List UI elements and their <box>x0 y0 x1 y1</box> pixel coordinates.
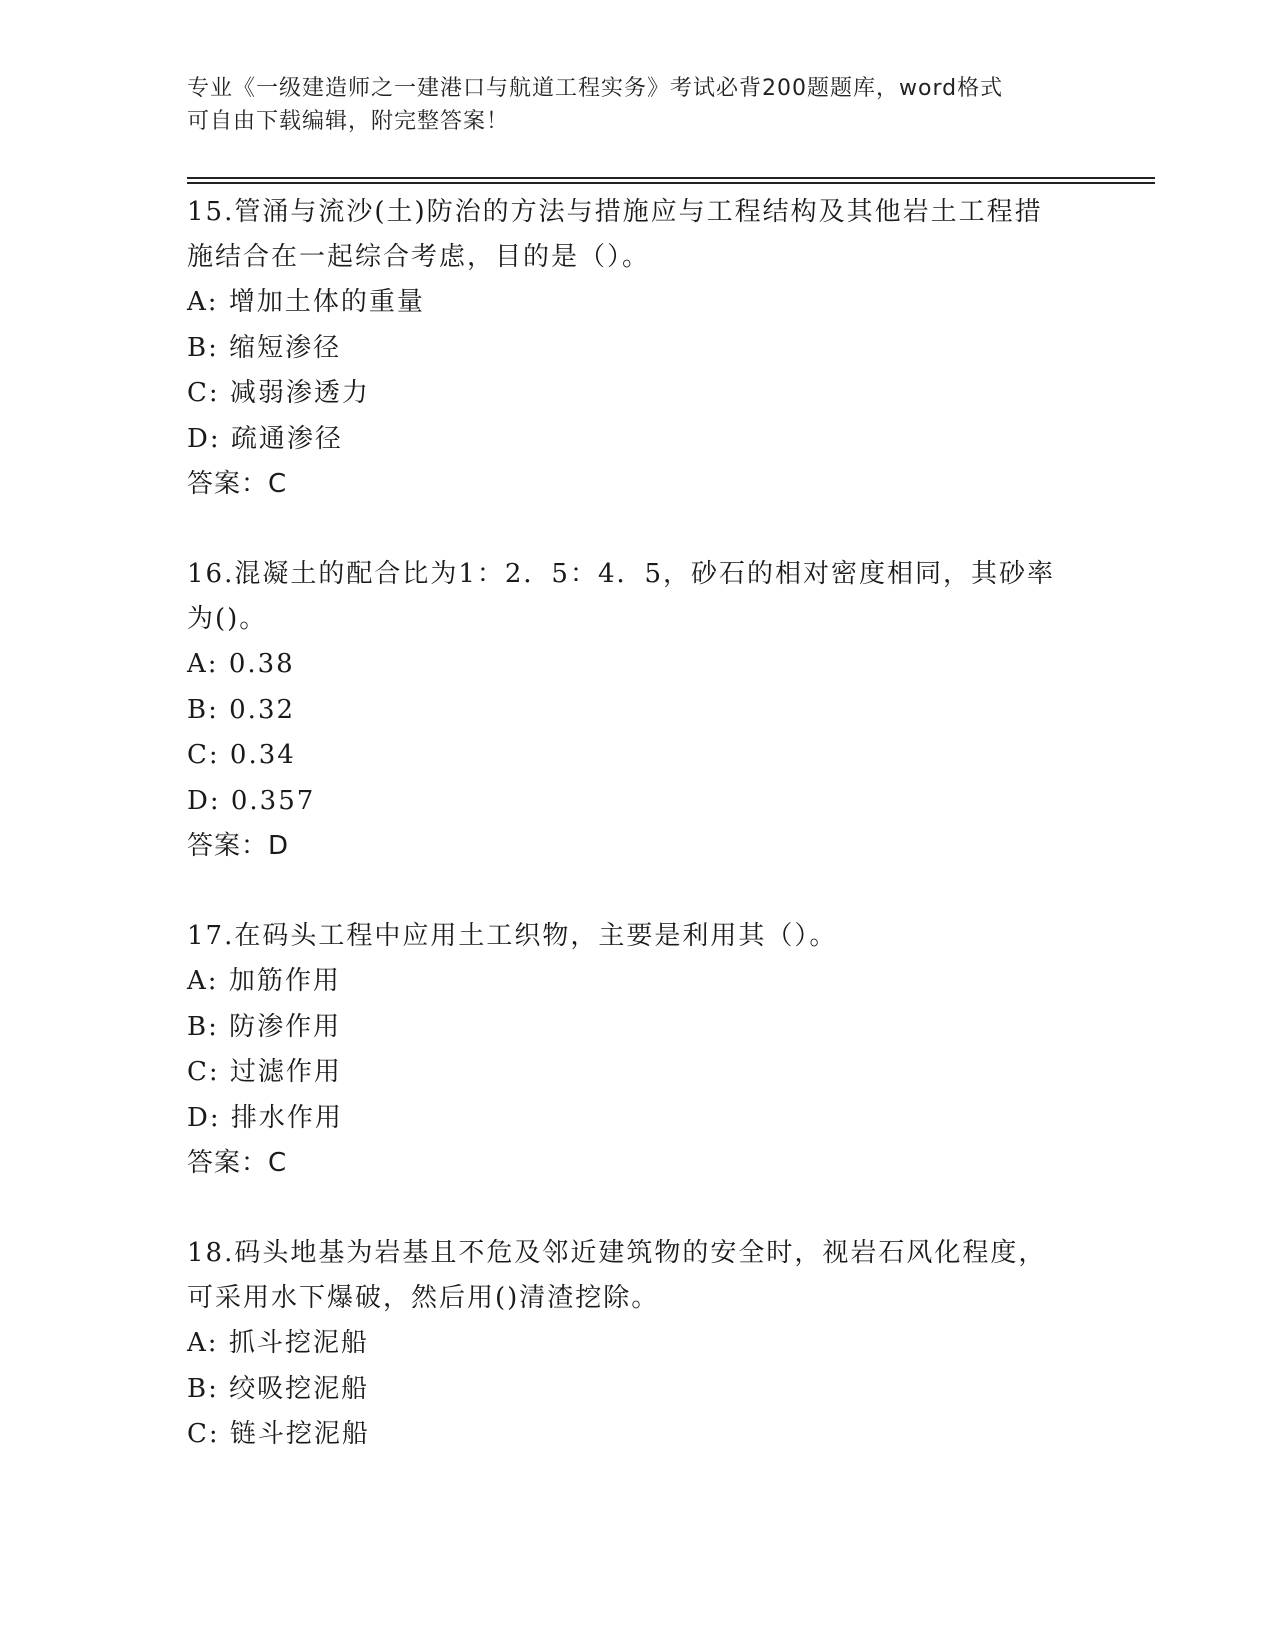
question-stem <box>187 190 1087 280</box>
answer-line: 答案：C <box>187 469 288 499</box>
question-stem <box>187 1231 1087 1321</box>
question-stem <box>187 914 1087 959</box>
question-stem-line: 施结合在一起综合考虑，目的是（）。 <box>187 242 651 272</box>
option-d: D: 0.357 <box>187 785 316 816</box>
question-spacer <box>187 507 1087 552</box>
option-a: A: 增加土体的重量 <box>187 287 425 317</box>
option-d: D: 排水作用 <box>187 1102 343 1133</box>
option-d: D: 疏通渗径 <box>187 423 343 454</box>
document-header <box>187 72 1087 138</box>
question-stem-line: 17.在码头工程中应用土工织物，主要是利用其（）。 <box>187 921 838 951</box>
question-17 <box>187 914 1087 1186</box>
option-c: C: 链斗挖泥船 <box>187 1419 370 1449</box>
question-stem <box>187 552 1087 642</box>
option-a: A: 0.38 <box>187 649 295 679</box>
option-a: A: 加筋作用 <box>187 966 341 996</box>
header-divider-top <box>187 177 1155 179</box>
question-16 <box>187 552 1087 869</box>
answer-line: 答案：C <box>187 1148 288 1178</box>
option-c: C: 0.34 <box>187 740 296 770</box>
option-a: A: 抓斗挖泥船 <box>187 1328 369 1358</box>
answer-line: 答案：D <box>187 831 290 861</box>
question-spacer <box>187 869 1087 914</box>
question-stem-line: 15.管涌与流沙(土)防治的方法与措施应与工程结构及其他岩土工程措 <box>187 197 1043 227</box>
question-18 <box>187 1231 1087 1458</box>
option-b: B: 缩短渗径 <box>187 332 342 363</box>
option-b: B: 绞吸挖泥船 <box>187 1373 370 1404</box>
question-spacer <box>187 1186 1087 1231</box>
question-list <box>187 190 1087 1458</box>
question-15 <box>187 190 1087 507</box>
question-stem-line: 18.码头地基为岩基且不危及邻近建筑物的安全时，视岩石风化程度， <box>187 1238 1047 1268</box>
header-line-1: 专业《一级建造师之一建港口与航道工程实务》考试必背200题题库，word格式 <box>187 76 1004 101</box>
header-line-2: 可自由下载编辑，附完整答案！ <box>187 109 510 134</box>
question-stem-line: 可采用水下爆破，然后用()清渣挖除。 <box>187 1283 660 1313</box>
option-b: B: 0.32 <box>187 694 296 725</box>
option-b: B: 防渗作用 <box>187 1011 342 1042</box>
header-divider-bottom <box>187 182 1155 184</box>
question-stem-line: 为()。 <box>187 604 268 634</box>
option-c: C: 过滤作用 <box>187 1057 342 1087</box>
question-stem-line: 16.混凝土的配合比为1：2．5：4．5，砂石的相对密度相同，其砂率 <box>187 559 1056 589</box>
option-c: C: 减弱渗透力 <box>187 378 370 408</box>
